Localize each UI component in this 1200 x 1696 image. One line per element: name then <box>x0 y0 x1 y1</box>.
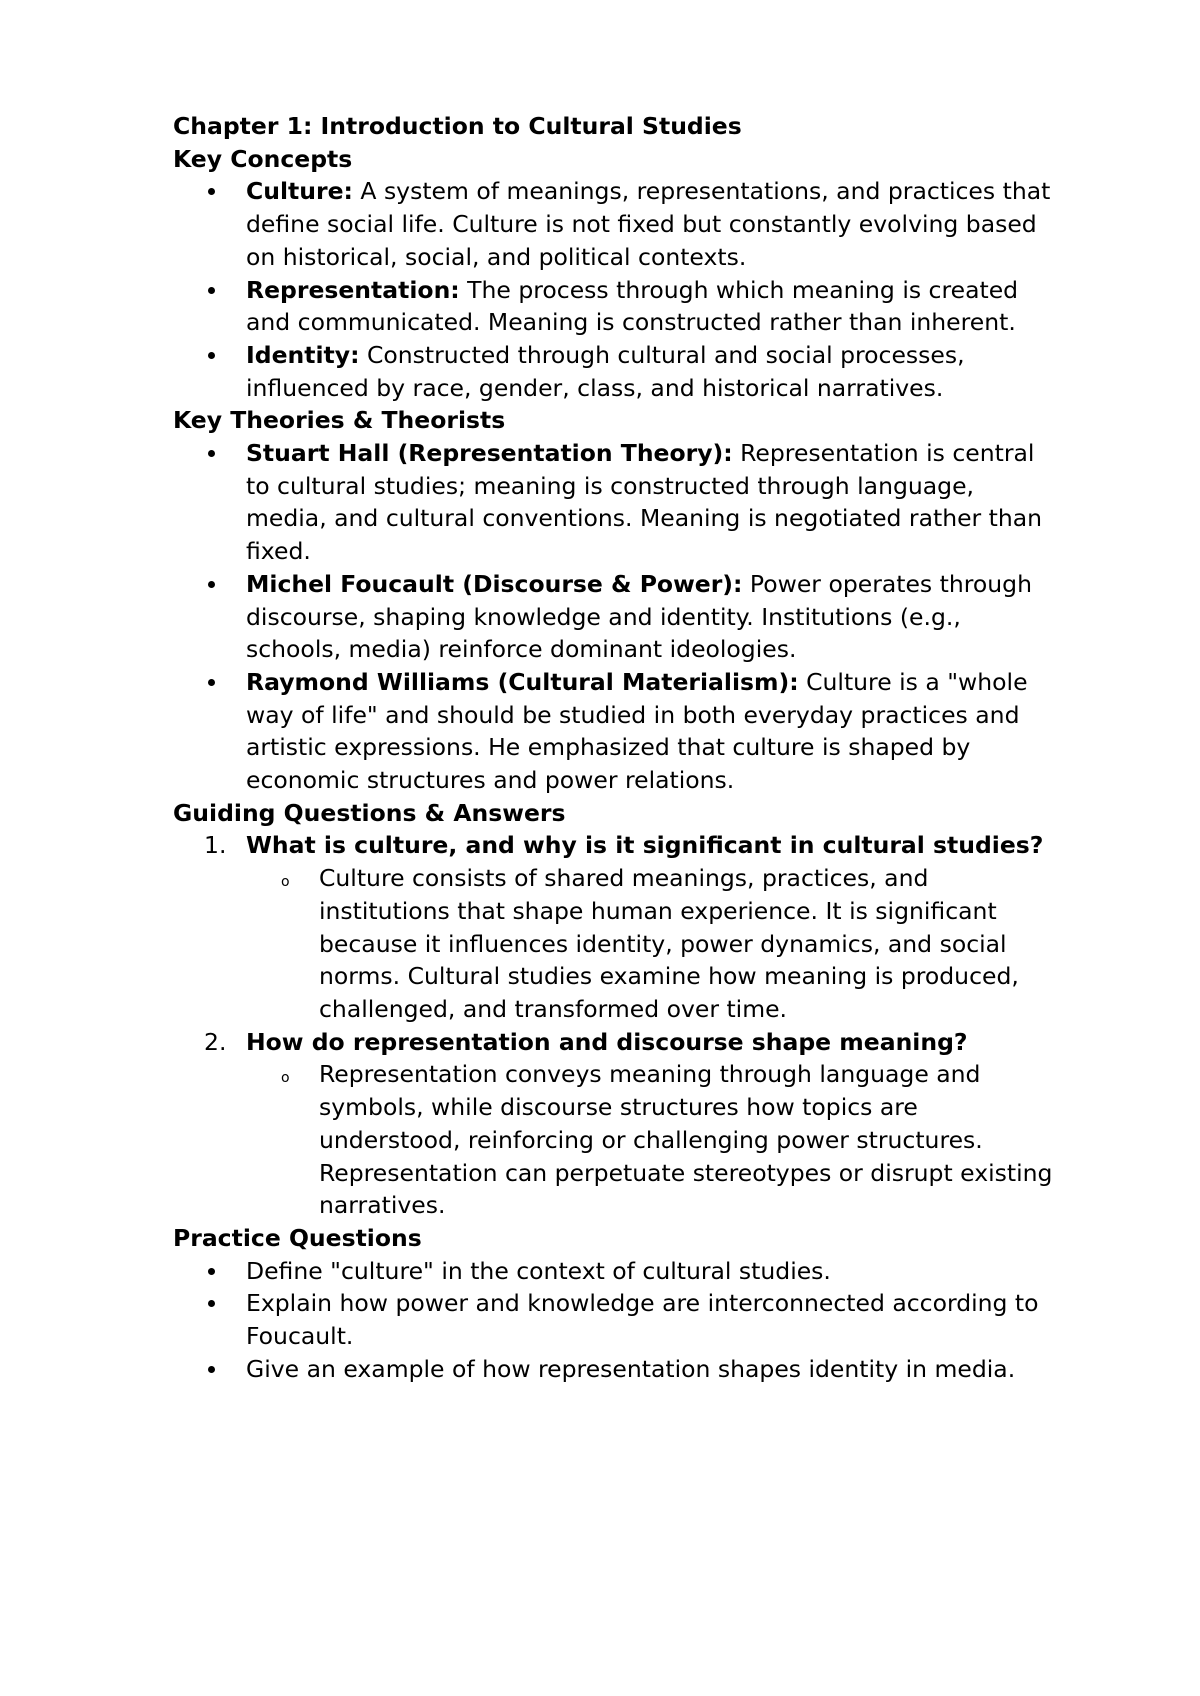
practice-questions-list <box>173 1255 1053 1386</box>
term: Culture: <box>246 177 353 206</box>
key-theories-heading: Key Theories & Theorists <box>173 406 506 435</box>
answer: Representation conveys meaning through language and symbols, while discourse structures how topics are understood, reinforcing or challenging power structures. Representation can perpetuate stereotypes or disrupt existing narratives. <box>319 1060 1053 1220</box>
guiding-questions-heading: Guiding Questions & Answers <box>173 798 566 827</box>
term: Identity: <box>246 340 360 369</box>
item-number: 2. <box>204 1027 227 1056</box>
term: Stuart Hall (Representation Theory): <box>246 439 733 468</box>
practice-question: Explain how power and knowledge are interconnected according to Foucault. <box>246 1289 1039 1351</box>
definition: Power operates through discourse, shaping knowledge and identity. Institutions (e.g., schools, media) reinforce dominant ideologies. <box>246 569 1032 664</box>
circle-bullet-icon: o <box>281 1070 290 1087</box>
guiding-questions-list <box>173 829 1053 1221</box>
chapter-title: Chapter 1: Introduction to Cultural Studies <box>173 112 742 140</box>
answer-item <box>246 1058 1053 1222</box>
definition: Constructed through cultural and social processes, influenced by race, gender, class, and historical narratives. <box>246 340 965 402</box>
list-item <box>173 568 1053 666</box>
key-concepts-list <box>173 175 1053 404</box>
question: What is culture, and why is it significant in cultural studies? <box>246 831 1044 860</box>
key-concepts-heading: Key Concepts <box>173 144 353 173</box>
practice-question: Define "culture" in the context of cultural studies. <box>246 1256 831 1285</box>
list-item <box>173 437 1053 568</box>
question: How do representation and discourse shape meaning? <box>246 1027 968 1056</box>
list-item <box>173 274 1053 339</box>
term: Representation: <box>246 275 460 304</box>
circle-bullet-icon: o <box>281 874 290 891</box>
list-item <box>173 666 1053 797</box>
list-item <box>173 1255 1053 1288</box>
practice-questions-heading: Practice Questions <box>173 1223 422 1252</box>
definition: The process through which meaning is created and communicated. Meaning is constructed rather than inherent. <box>246 275 1019 337</box>
key-theories-list <box>173 437 1053 797</box>
answer: Culture consists of shared meanings, practices, and institutions that shape human experience. It is significant because it influences identity, power dynamics, and social norms. Cultural studies examine how meaning is produced, challenged, and transformed over time. <box>319 864 1019 1023</box>
practice-question: Give an example of how representation shapes identity in media. <box>246 1354 1016 1383</box>
definition: A system of meanings, representations, and practices that define social life. Culture is not fixed but constantly evolving based on historical, social, and political contexts. <box>246 177 1051 271</box>
list-item <box>173 1353 1053 1386</box>
term: Raymond Williams (Cultural Materialism): <box>246 667 799 696</box>
answer-item <box>246 862 1053 1026</box>
document-page <box>173 110 1053 1385</box>
definition: Representation is central to cultural studies; meaning is constructed through language, media, and cultural conventions. Meaning is negotiated rather than fixed. <box>246 439 1043 566</box>
item-number: 1. <box>204 831 227 860</box>
definition: Culture is a "whole way of life" and should be studied in both everyday practices and artistic expressions. He emphasized that culture is shaped by economic structures and power relations. <box>246 667 1028 795</box>
list-item <box>173 1287 1053 1352</box>
term: Michel Foucault (Discourse & Power): <box>246 569 743 598</box>
list-item <box>173 1026 1053 1222</box>
list-item <box>173 175 1053 273</box>
list-item <box>173 339 1053 404</box>
list-item <box>173 829 1053 1025</box>
